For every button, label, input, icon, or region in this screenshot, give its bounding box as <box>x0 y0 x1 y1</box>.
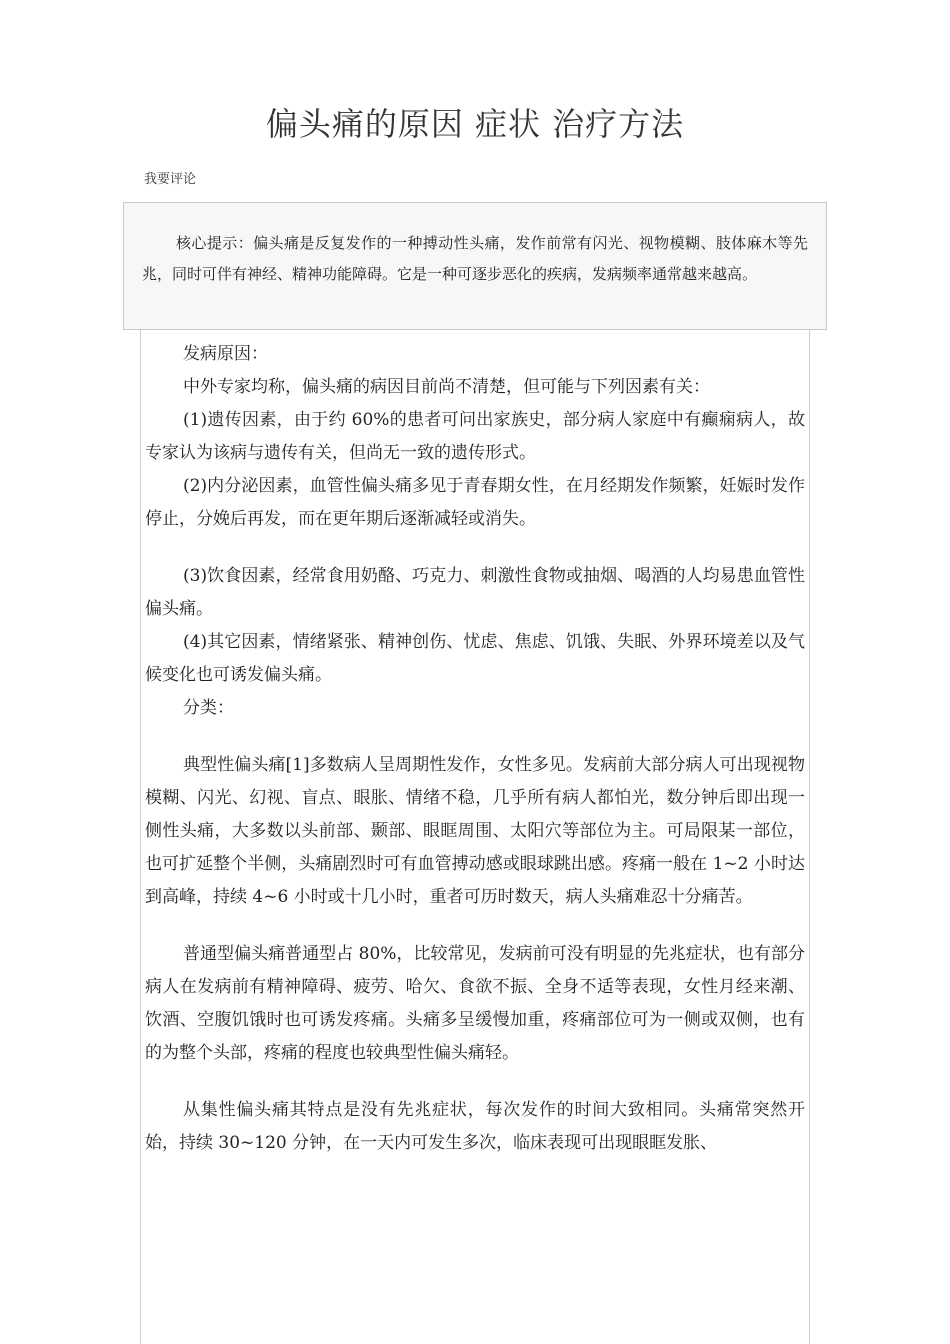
paragraph-other-factor: (4)其它因素，情绪紧张、精神创伤、忧虑、焦虑、饥饿、失眠、外界环境差以及气候变化也可诱发偏头痛。 <box>145 632 805 685</box>
paragraph-endocrine-factor: (2)内分泌因素，血管性偏头痛多见于青春期女性，在月经期发作频繁，妊娠时发作停止，分娩后再发，而在更年期后逐渐减轻或消失。 <box>145 476 805 529</box>
summary-box <box>123 202 827 330</box>
article-body <box>145 338 805 1160</box>
paragraph-genetic-factor: (1)遗传因素，由于约 60%的患者可问出家族史，部分病人家庭中有癫痫病人，故专家认为该病与遗传有关，但尚无一致的遗传形式。 <box>145 410 805 463</box>
paragraph-diet-factor: (3)饮食因素，经常食用奶酪、巧克力、刺激性食物或抽烟、喝酒的人均易患血管性偏头痛。 <box>145 566 805 619</box>
paragraph-common-migraine: 普通型偏头痛普通型占 80%，比较常见，发病前可没有明显的先兆症状，也有部分病人在发病前有精神障碍、疲劳、哈欠、食欲不振、全身不适等表现，女性月经来潮、饮酒、空腹饥饿时也可诱发疼痛。头痛多呈缓慢加重，疼痛部位可为一侧或双侧，也有的为整个头部，疼痛的程度也较典型性偏头痛轻。 <box>145 944 805 1063</box>
comment-link[interactable]: 我要评论 <box>144 172 197 187</box>
summary-text: 核心提示：偏头痛是反复发作的一种搏动性头痛，发作前常有闪光、视物模糊、肢体麻木等先兆，同时可伴有神经、精神功能障碍。它是一种可逐步恶化的疾病，发病频率通常越来越高。 <box>142 234 808 283</box>
paragraph-cause-intro: 中外专家均称，偏头痛的病因目前尚不清楚，但可能与下列因素有关： <box>183 377 710 397</box>
paragraph-classification-heading: 分类： <box>183 698 234 718</box>
paragraph-typical-migraine: 典型性偏头痛[1]多数病人呈周期性发作，女性多见。发病前大部分病人可出现视物模糊、闪光、幻视、盲点、眼胀、情绪不稳，几乎所有病人都怕光，数分钟后即出现一侧性头痛，大多数以头前部、颞部、眼眶周围、太阳穴等部位为主。可局限某一部位，也可扩延整个半侧，头痛剧烈时可有血管搏动感或眼球跳出感。疼痛一般在 1~2 小时达到高峰，持续 4~6 小时或十几小时，重者可历时数天，病人头痛难忍十分痛苦。 <box>145 755 805 907</box>
paragraph-cause-heading: 发病原因： <box>183 344 268 364</box>
paragraph-cluster-migraine: 从集性偏头痛其特点是没有先兆症状，每次发作的时间大致相同。头痛常突然开始，持续 30~120 分钟，在一天内可发生多次，临床表现可出现眼眶发胀、 <box>145 1100 805 1153</box>
page-title: 偏头痛的原因 症状 治疗方法 <box>265 105 685 143</box>
